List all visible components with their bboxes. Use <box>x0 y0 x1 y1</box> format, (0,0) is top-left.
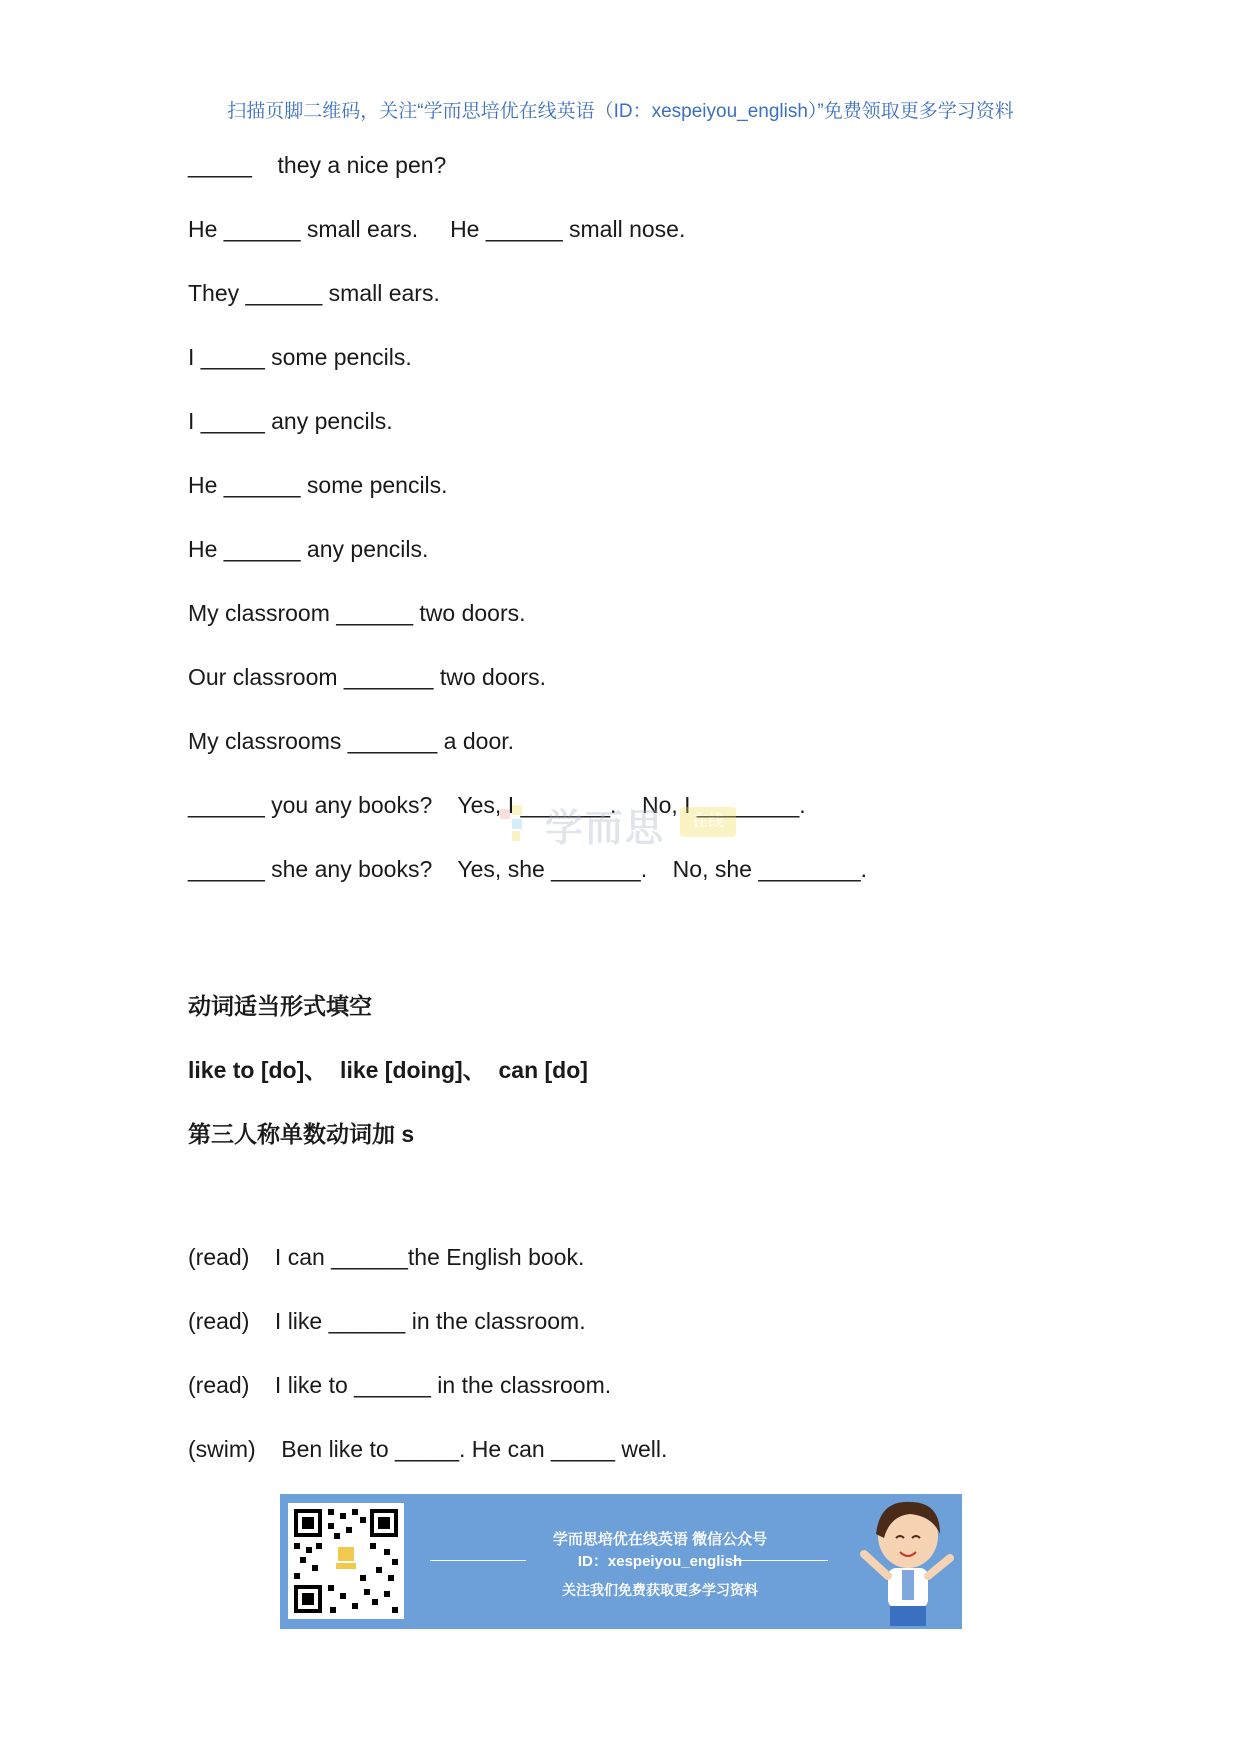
exercise-line-4: I _____ some pencils. <box>188 344 412 370</box>
watermark-text: 学而思 <box>545 808 666 850</box>
section-rule-2: 第三人称单数动词加 s <box>188 1121 415 1147</box>
exercise-line-1: _____ they a nice pen? <box>188 152 447 178</box>
verb-exercise-line-2: (read) I like ______ in the classroom. <box>188 1308 586 1334</box>
page-header: 扫描页脚二维码，关注“学而思培优在线英语（ID：xespeiyou_english）”免费领取更多学习资料 <box>227 101 1014 122</box>
qr-code[interactable] <box>288 1503 404 1619</box>
section-rule-1: like to [do]、 like [doing]、 can [do] <box>188 1057 588 1083</box>
banner-title: 学而思培优在线英语 微信公众号 <box>552 1531 768 1548</box>
watermark-tag: 在线 <box>680 807 736 837</box>
exercise-line-9: Our classroom _______ two doors. <box>188 664 546 690</box>
verb-exercise-line-3: (read) I like to ______ in the classroom. <box>188 1372 612 1398</box>
exercise-line-8: My classroom ______ two doors. <box>188 600 526 626</box>
exercise-line-10: My classrooms _______ a door. <box>188 728 515 754</box>
exercise-line-12: ______ she any books? Yes, she _______. No, she ________. <box>188 856 868 882</box>
cartoon-boy-icon <box>850 1494 962 1629</box>
qr-code-icon <box>288 1503 404 1619</box>
exercise-line-3: They ______ small ears. <box>188 280 440 306</box>
verb-exercise-line-4: (swim) Ben like to _____. He can _____ well. <box>188 1436 668 1462</box>
exercise-line-7: He ______ any pencils. <box>188 536 429 562</box>
exercise-line-11: ______ you any books? Yes, I _______. No, I ________. <box>188 792 806 818</box>
footer-banner <box>280 1494 962 1629</box>
exercise-line-2: He ______ small ears. He ______ small nose. <box>188 216 686 242</box>
banner-subtitle: 关注我们免费获取更多学习资料 <box>562 1582 758 1598</box>
banner-id: ID：xespeiyou_english <box>577 1553 743 1570</box>
exercise-line-6: He ______ some pencils. <box>188 472 448 498</box>
section-title: 动词适当形式填空 <box>188 993 372 1019</box>
verb-exercise-line-1: (read) I can ______the English book. <box>188 1244 585 1270</box>
exercise-line-5: I _____ any pencils. <box>188 408 393 434</box>
